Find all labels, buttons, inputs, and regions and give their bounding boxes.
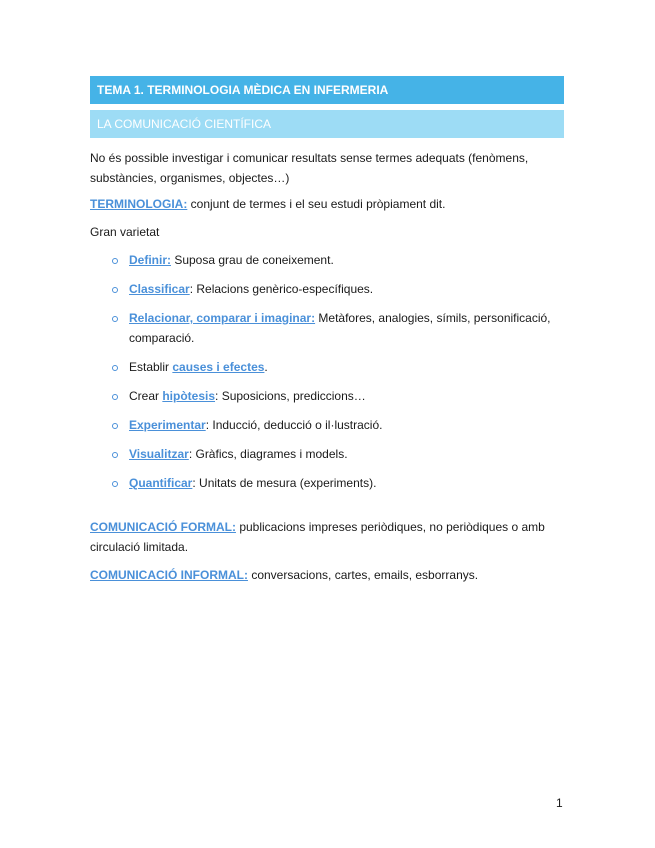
list-item-term: Definir: (129, 253, 171, 267)
section-title: LA COMUNICACIÓ CIENTÍFICA (90, 110, 564, 138)
terminology-definition: conjunt de termes i el seu estudi pròpiament dit. (187, 197, 446, 211)
informal-paragraph (90, 565, 564, 585)
list-item (90, 308, 564, 348)
bullet-circle-icon (112, 481, 118, 487)
bullet-circle-icon (112, 258, 118, 264)
list-item (90, 415, 564, 435)
list-item-term: causes i efectes (172, 360, 265, 374)
list-item-term: Experimentar (129, 418, 206, 432)
list-item-text: : Unitats de mesura (experiments). (192, 476, 377, 490)
page-number: 1 (556, 796, 563, 810)
bullet-circle-icon (112, 423, 118, 429)
bullet-circle-icon (112, 365, 118, 371)
list-item (90, 357, 564, 377)
list-item-text: . (264, 360, 268, 374)
informal-text: conversacions, cartes, emails, esborranys. (247, 568, 479, 582)
formal-paragraph (90, 517, 564, 557)
list-item (90, 250, 564, 270)
list-item-text: : Suposicions, prediccions… (215, 389, 366, 403)
variety-label: Gran varietat (90, 225, 160, 239)
terminology-paragraph (90, 194, 564, 214)
formal-text: publicacions impreses periòdiques, no periòdiques o amb circulació limitada. (90, 520, 545, 554)
list-item-text: : Inducció, deducció o il·lustració. (205, 418, 383, 432)
list-item (90, 473, 564, 493)
bullet-circle-icon (112, 316, 118, 322)
terminology-term: TERMINOLOGIA: (90, 197, 188, 211)
page-title: TEMA 1. TERMINOLOGIA MÈDICA EN INFERMERIA (90, 76, 564, 104)
informal-term: COMUNICACIÓ INFORMAL: (90, 568, 248, 582)
list-item-term: Quantificar (129, 476, 193, 490)
list-item-text: : Relacions genèrico-específiques. (189, 282, 374, 296)
list-item (90, 386, 564, 406)
list-item-text: : Gràfics, diagrames i models. (188, 447, 348, 461)
list-item-term: hipòtesis (162, 389, 216, 403)
bullet-circle-icon (112, 452, 118, 458)
bullet-circle-icon (112, 287, 118, 293)
formal-term: COMUNICACIÓ FORMAL: (90, 520, 236, 534)
list-item-text: Metàfores, analogies, símils, personificació, comparació. (129, 311, 551, 345)
list-item (90, 279, 564, 299)
bullet-circle-icon (112, 394, 118, 400)
list-item-prefix: Establir (129, 360, 173, 374)
list-item (90, 444, 564, 464)
list-item-prefix: Crear (129, 389, 163, 403)
list-item-text: Suposa grau de coneixement. (171, 253, 334, 267)
skills-list (90, 250, 564, 493)
list-item-term: Relacionar, comparar i imaginar: (129, 311, 316, 325)
list-item-term: Classificar (129, 282, 190, 296)
intro-paragraph: No és possible investigar i comunicar resultats sense termes adequats (fenòmens, substàncies, organismes, objectes…) (90, 151, 529, 185)
list-item-term: Visualitzar (129, 447, 189, 461)
